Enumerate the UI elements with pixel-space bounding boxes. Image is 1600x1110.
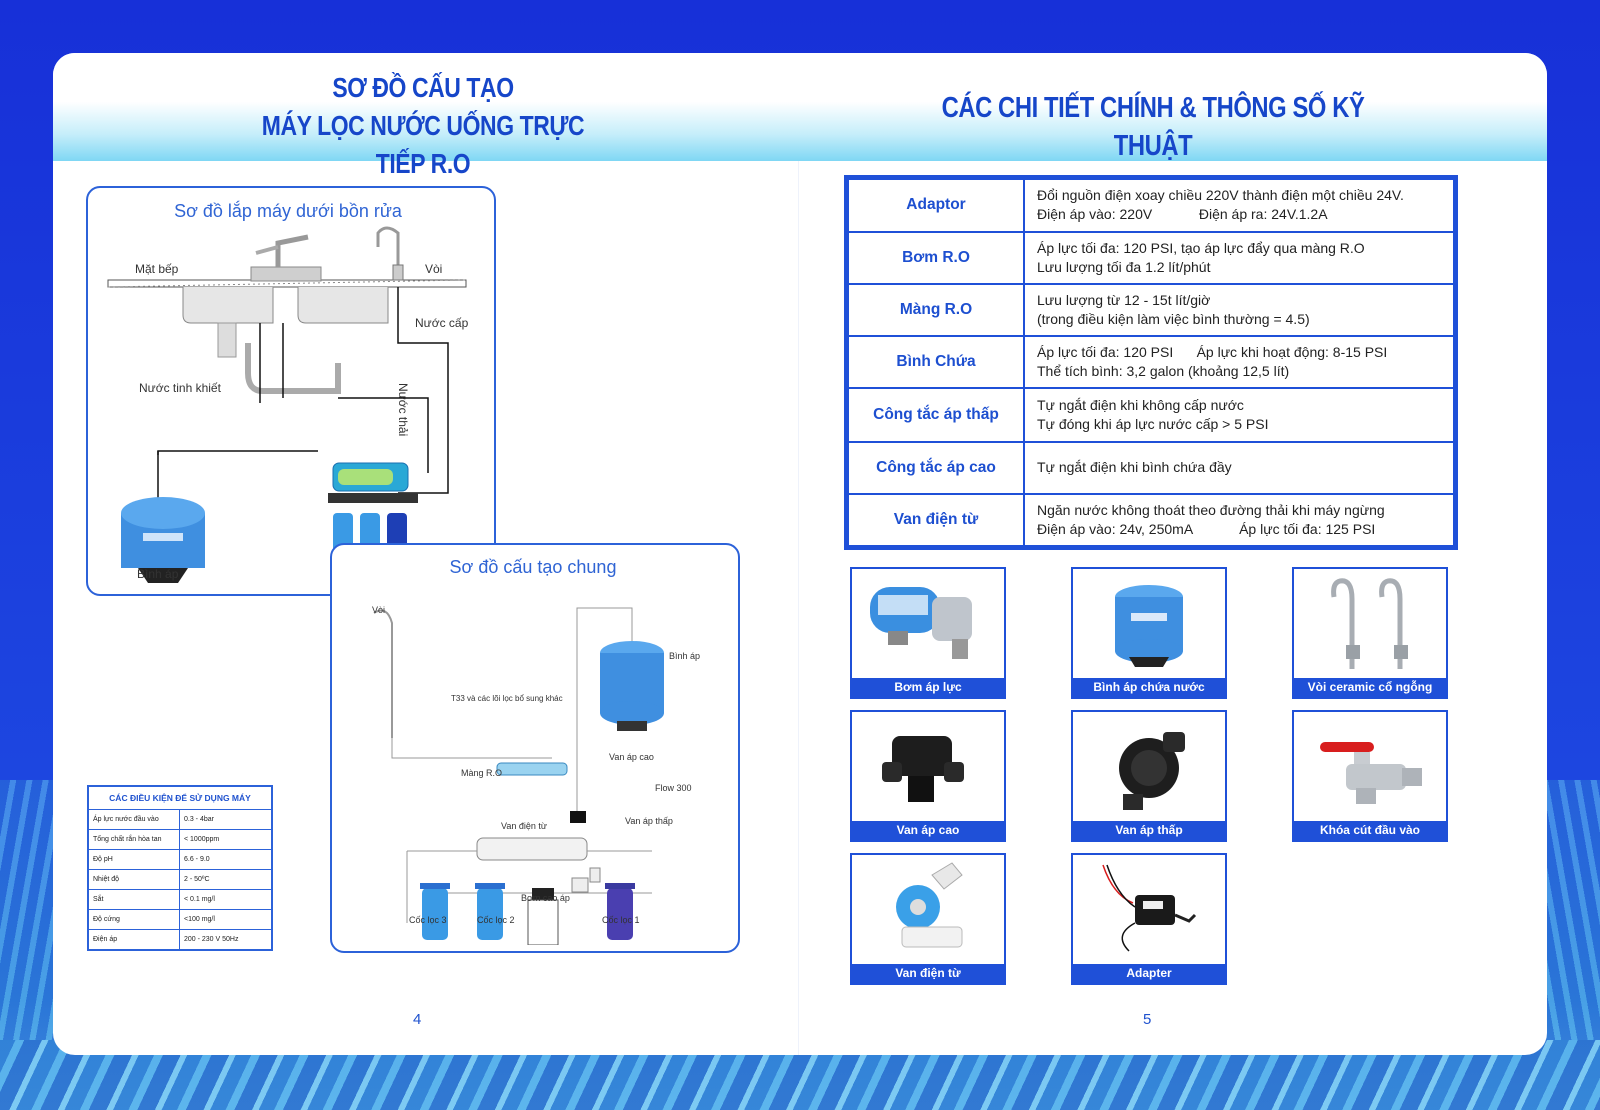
label-flow: Flow 300: [655, 783, 692, 793]
product-card-low-valve: [1071, 710, 1227, 842]
water-texture-left: [0, 780, 60, 1040]
table-row: [847, 442, 1456, 494]
cond-name: Áp lực nước đầu vào: [88, 810, 180, 830]
product-caption: Adapter: [1073, 964, 1225, 983]
cond-value: 6.6 - 9.0: [180, 850, 273, 870]
cond-value: 2 - 50ºC: [180, 870, 273, 890]
page-number-right: 5: [1143, 1011, 1152, 1028]
product-caption: Bơm áp lực: [852, 678, 1004, 697]
product-card-adapter: [1071, 853, 1227, 985]
product-card-faucet: [1292, 567, 1448, 699]
label-tank-1: Bình áp: [137, 567, 179, 581]
conditions-table: [87, 785, 273, 951]
table-row: [847, 232, 1456, 284]
spec-value: Đổi nguồn điện xoay chiều 220V thành điện một chiều 24V. Điện áp vào: 220V Điện áp ra: 24V.1.2A: [1024, 178, 1456, 232]
label-faucet-1: Vòi: [425, 262, 443, 276]
label-high-valve: Van áp cao: [609, 752, 654, 762]
cond-name: Nhiệt độ: [88, 870, 180, 890]
label-waste-water: Nước thải: [396, 383, 410, 437]
product-caption: Van điện từ: [852, 964, 1004, 983]
table-row: [88, 930, 272, 951]
spec-name: Van điện từ: [847, 494, 1025, 548]
spec-value: Áp lực tối đa: 120 PSI, tạo áp lực đẩy qua màng R.O Lưu lượng tối đa 1.2 lít/phút: [1024, 232, 1456, 284]
table-row: [88, 890, 272, 910]
structure-diagram-title: Sơ đồ cấu tạo chung: [449, 557, 617, 577]
high-valve-image: [852, 712, 1004, 822]
adapter-image: [1073, 855, 1225, 965]
cond-name: Độ cứng: [88, 910, 180, 930]
product-card-high-valve: [850, 710, 1006, 842]
table-row: [847, 284, 1456, 336]
left-title-line2: MÁY LỌC NƯỚC UỐNG TRỰC TIẾP R.O: [261, 110, 585, 179]
install-diagram-drawing: [88, 223, 490, 591]
cond-value: 0.3 - 4bar: [180, 810, 273, 830]
table-row: [847, 388, 1456, 442]
table-row: [847, 178, 1456, 232]
pump-image: [852, 569, 1004, 679]
spec-value: Áp lực tối đa: 120 PSI Áp lực khi hoạt động: 8-15 PSI Thể tích bình: 3,2 galon (khoảng 12,5 lít): [1024, 336, 1456, 388]
table-row: [88, 870, 272, 890]
cond-value: < 0.1 mg/l: [180, 890, 273, 910]
spec-value: Tự ngắt điện khi không cấp nước Tự đóng khi áp lực nước cấp > 5 PSI: [1024, 388, 1456, 442]
structure-diagram-drawing: [332, 583, 734, 945]
cond-value: < 1000ppm: [180, 830, 273, 850]
product-card-pump: [850, 567, 1006, 699]
install-diagram-title: Sơ đồ lắp máy dưới bồn rửa: [174, 201, 402, 221]
cond-name: Độ pH: [88, 850, 180, 870]
spec-name: Adaptor: [847, 178, 1025, 232]
low-valve-image: [1073, 712, 1225, 822]
product-caption: Vòi ceramic cổ ngỗng: [1294, 678, 1446, 697]
water-texture-right: [1545, 780, 1600, 1040]
cond-name: Điện áp: [88, 930, 180, 951]
label-tank-2: Bình áp: [669, 651, 701, 661]
label-solenoid: Van điện từ: [501, 821, 547, 831]
label-membrane: Màng R.O: [461, 768, 503, 778]
product-card-tank: [1071, 567, 1227, 699]
label-pure-water: Nước tinh khiết: [139, 381, 221, 395]
spec-value: Tự ngắt điện khi bình chứa đầy: [1024, 442, 1456, 494]
cond-name: Sắt: [88, 890, 180, 910]
inlet-valve-image: [1294, 712, 1446, 822]
spec-name: Công tắc áp thấp: [847, 388, 1025, 442]
left-title-line1: SƠ ĐỒ CẤU TẠO: [332, 72, 514, 103]
label-low-valve: Van áp thấp: [625, 816, 673, 826]
spec-name: Màng R.O: [847, 284, 1025, 336]
table-row: [88, 910, 272, 930]
faucet-image: [1294, 569, 1446, 679]
label-t33: T33 và các lõi lọc bổ sung khác: [451, 694, 563, 703]
cond-value: 200 - 230 V 50Hz: [180, 930, 273, 951]
label-pump: Bơm cao áp: [521, 893, 570, 903]
spec-name: Công tắc áp cao: [847, 442, 1025, 494]
table-row: [847, 336, 1456, 388]
right-title: CÁC CHI TIẾT CHÍNH & THÔNG SỐ KỸ THUẬT: [941, 92, 1365, 162]
spec-name: Bơm R.O: [847, 232, 1025, 284]
product-caption: Khóa cút đầu vào: [1294, 821, 1446, 840]
page-number-left: 4: [413, 1011, 422, 1028]
product-caption: Van áp thấp: [1073, 821, 1225, 840]
table-row: [88, 810, 272, 830]
tank-image: [1073, 569, 1225, 679]
label-filter1: Cốc lọc 1: [602, 915, 640, 925]
solenoid-image: [852, 855, 1004, 965]
cond-value: <100 mg/l: [180, 910, 273, 930]
spec-table: [844, 175, 1458, 550]
product-card-inlet-valve: [1292, 710, 1448, 842]
table-row: [847, 494, 1456, 548]
table-row: [88, 830, 272, 850]
left-title: [251, 69, 595, 183]
table-row: [88, 850, 272, 870]
spec-value: Ngăn nước không thoát theo đường thải khi máy ngừng Điện áp vào: 24v, 250mA Áp lực tối đa: 125 PSI: [1024, 494, 1456, 548]
label-counter: Mặt bếp: [135, 262, 179, 276]
product-card-solenoid: [850, 853, 1006, 985]
conditions-title: CÁC ĐIỀU KIỆN ĐỂ SỬ DỤNG MÁY: [88, 786, 272, 810]
label-filter2: Cốc lọc 2: [477, 915, 515, 925]
brochure-spread: [53, 53, 1547, 1055]
page-fold: [798, 161, 799, 1055]
cond-name: Tổng chất rắn hòa tan: [88, 830, 180, 850]
spec-name: Bình Chứa: [847, 336, 1025, 388]
label-feed-water: Nước cấp: [415, 316, 469, 330]
label-filter3: Cốc lọc 3: [409, 915, 447, 925]
spec-value: Lưu lượng từ 12 - 15t lít/giờ (trong điều kiện làm việc bình thường = 4.5): [1024, 284, 1456, 336]
label-faucet-2: Vòi: [372, 605, 386, 615]
product-caption: Bình áp chứa nước: [1073, 678, 1225, 697]
product-caption: Van áp cao: [852, 821, 1004, 840]
